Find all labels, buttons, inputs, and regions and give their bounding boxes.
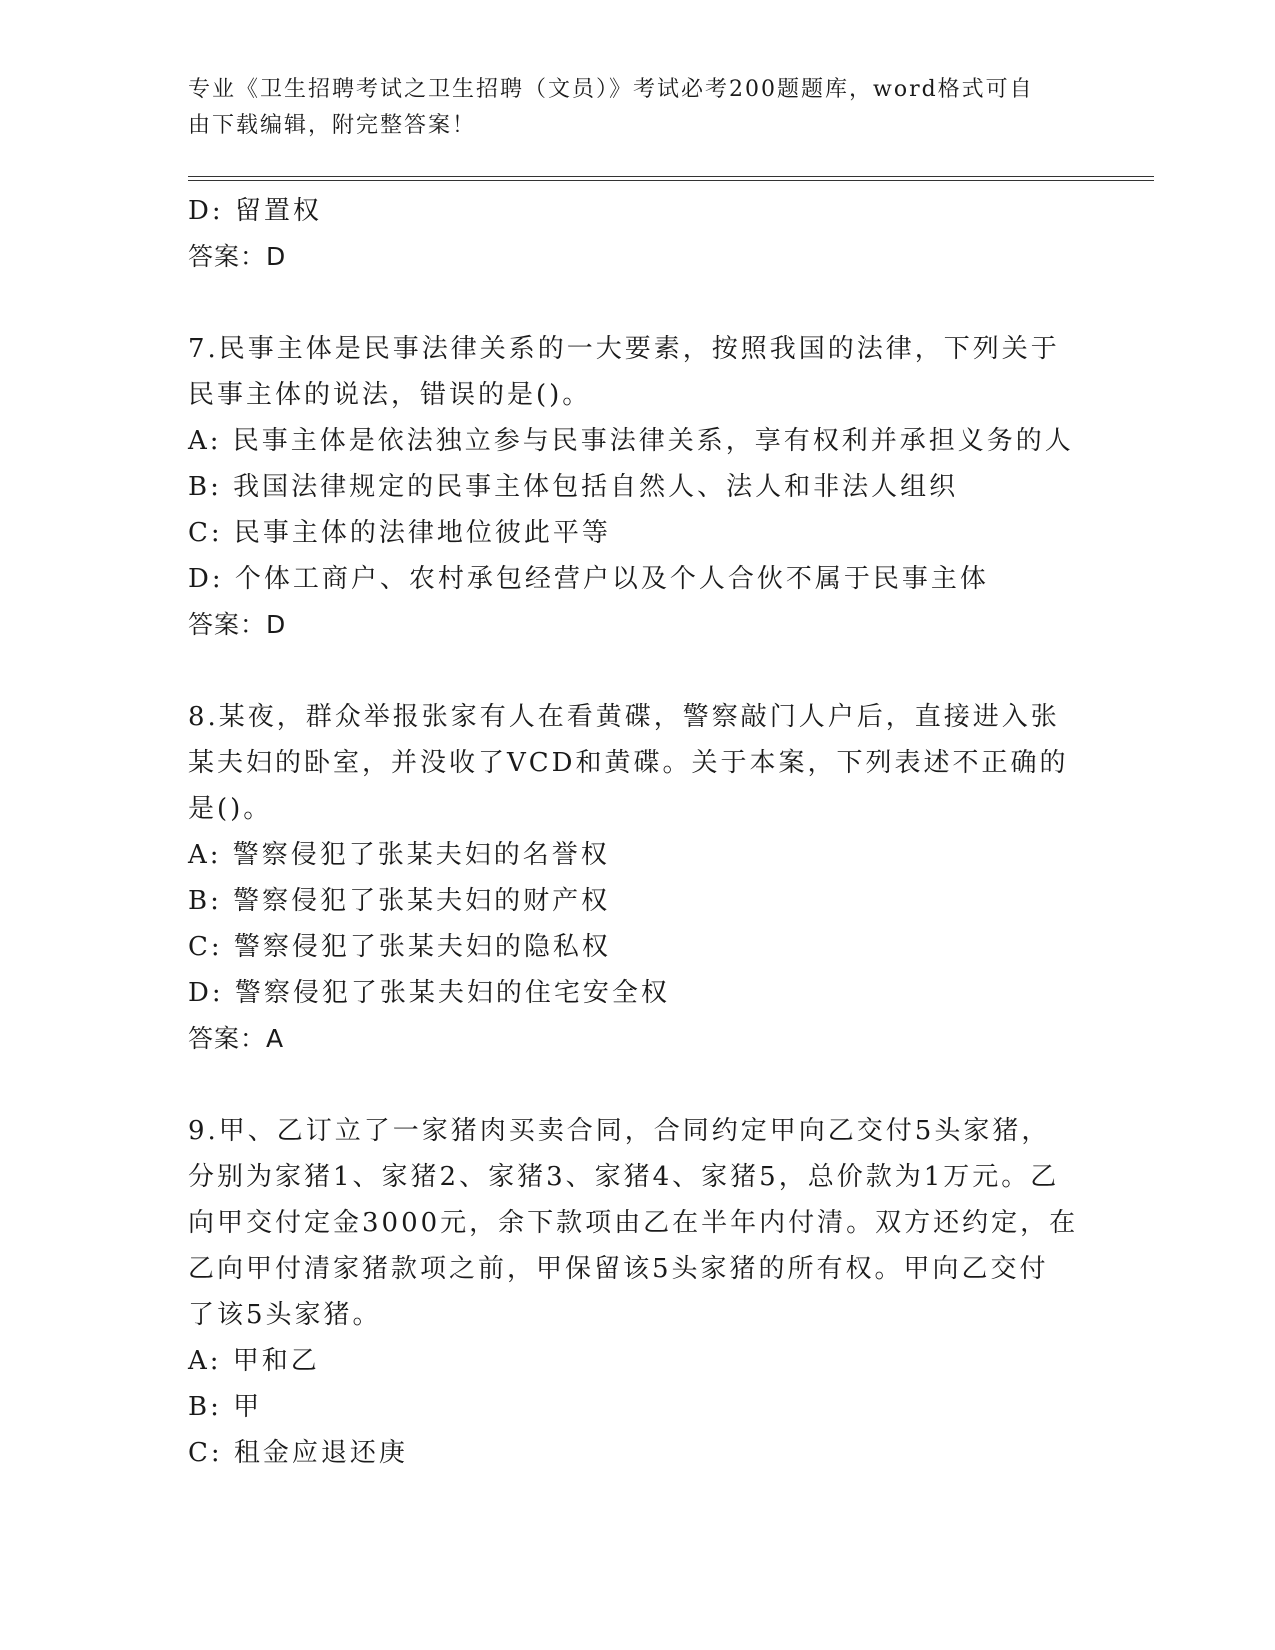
option-a: A: 甲和乙 xyxy=(188,1346,320,1376)
answer: 答案：D xyxy=(188,610,287,639)
option-d: D: 警察侵犯了张某夫妇的住宅安全权 xyxy=(188,978,670,1008)
spacer xyxy=(188,1062,1088,1108)
question-stem: 是()。 xyxy=(188,794,273,824)
option-d: D: 留置权 xyxy=(188,196,322,226)
spacer xyxy=(188,280,1088,326)
question-8 xyxy=(188,694,1088,1062)
option-d: D: 个体工商户、农村承包经营户以及个人合伙不属于民事主体 xyxy=(188,564,989,594)
option-b: B: 我国法律规定的民事主体包括自然人、法人和非法人组织 xyxy=(188,472,959,502)
option-b: B: 警察侵犯了张某夫妇的财产权 xyxy=(188,886,611,916)
question-stem: 9.甲、乙订立了一家猪肉买卖合同，合同约定甲向乙交付5头家猪， xyxy=(188,1116,1051,1146)
question-stem: 8.某夜，群众举报张家有人在看黄碟，警察敲门人户后，直接进入张 xyxy=(188,702,1060,732)
question-7 xyxy=(188,326,1088,648)
question-stem: 7.民事主体是民事法律关系的一大要素，按照我国的法律，下列关于 xyxy=(188,334,1060,364)
answer: 答案：D xyxy=(188,242,287,271)
option-a: A: 警察侵犯了张某夫妇的名誉权 xyxy=(188,840,610,870)
option-a: A: 民事主体是依法独立参与民事法律关系，享有权利并承担义务的人 xyxy=(188,426,1074,456)
question-stem: 某夫妇的卧室，并没收了VCD和黄碟。关于本案，下列表述不正确的 xyxy=(188,748,1069,778)
document-body xyxy=(188,188,1088,1476)
question-9 xyxy=(188,1108,1088,1476)
question-stem: 分别为家猪1、家猪2、家猪3、家猪4、家猪5，总价款为1万元。乙 xyxy=(188,1162,1060,1192)
question-stem: 向甲交付定金3000元，余下款项由乙在半年内付清。双方还约定，在 xyxy=(188,1208,1079,1238)
header-line-2: 由下载编辑，附完整答案！ xyxy=(188,113,477,138)
option-c: C: 租金应退还庚 xyxy=(188,1438,408,1468)
option-b: B: 甲 xyxy=(188,1392,263,1422)
question-stem: 了该5头家猪。 xyxy=(188,1300,382,1330)
question-stem: 乙向甲付清家猪款项之前，甲保留该5头家猪的所有权。甲向乙交付 xyxy=(188,1254,1049,1284)
question-stem: 民事主体的说法，错误的是()。 xyxy=(188,380,592,410)
header-divider xyxy=(188,176,1154,181)
option-c: C: 警察侵犯了张某夫妇的隐私权 xyxy=(188,932,611,962)
spacer xyxy=(188,648,1088,694)
header-line-1: 专业《卫生招聘考试之卫生招聘（文员）》考试必考200题题库，word格式可自 xyxy=(188,77,1034,102)
page-header xyxy=(188,72,1088,144)
previous-question-tail xyxy=(188,188,1088,280)
option-c: C: 民事主体的法律地位彼此平等 xyxy=(188,518,611,548)
answer: 答案：A xyxy=(188,1024,285,1053)
